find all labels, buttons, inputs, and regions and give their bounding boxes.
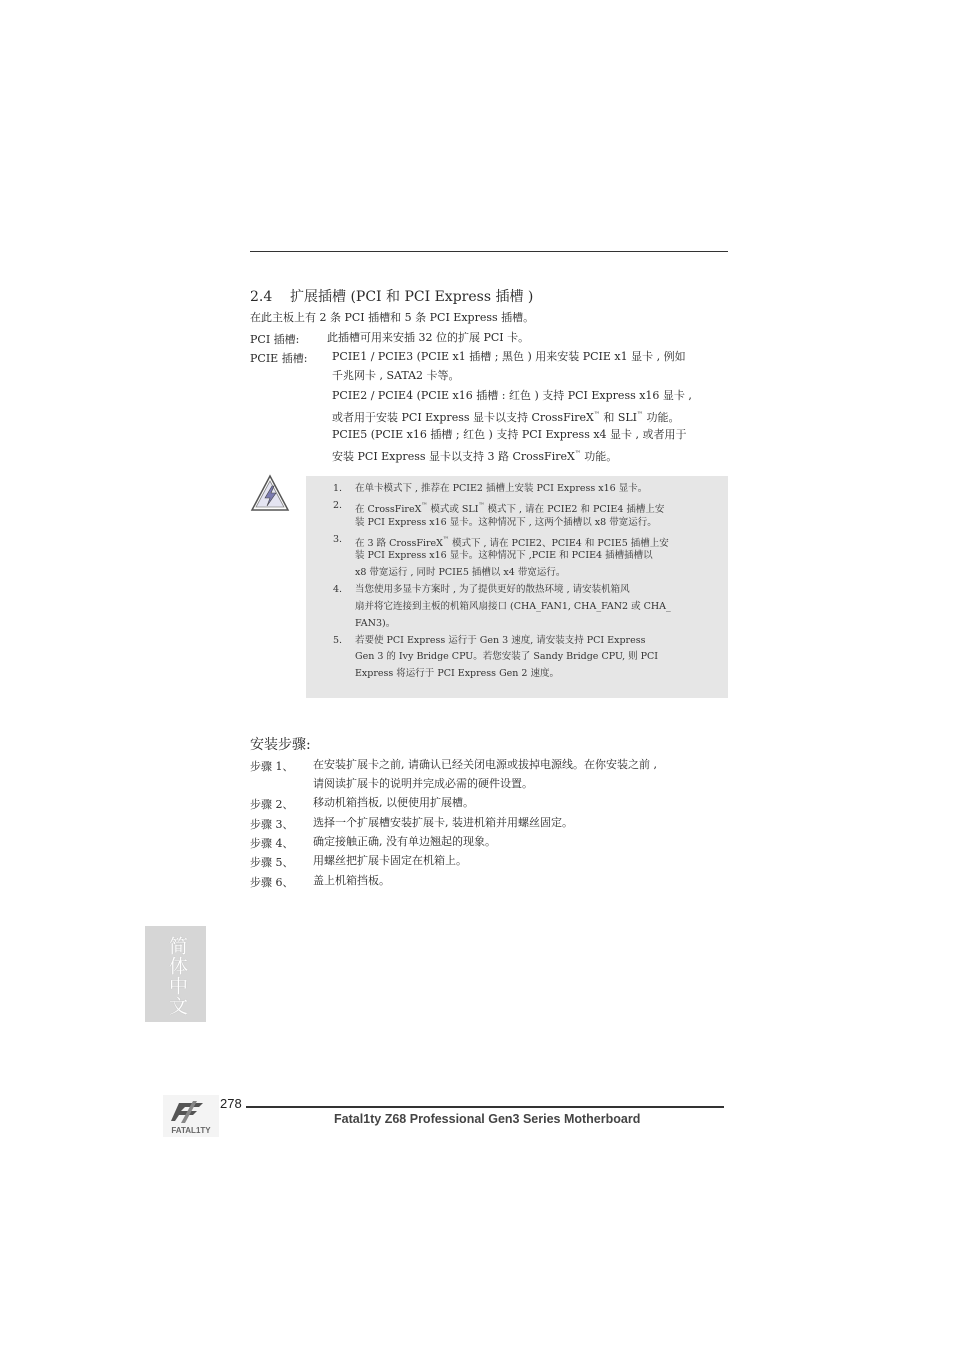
section-heading <box>250 286 533 306</box>
step-3-text: 选择一个扩展槽安装扩展卡, 装进机箱并用螺丝固定。 <box>313 816 573 829</box>
pcie-line-5: PCIE5 (PCIE x16 插槽 ; 红色 ) 支持 PCI Express x4 显卡 , 或者用于 <box>332 428 687 441</box>
note-3-line-3: x8 带宽运行 , 同时 PCIE5 插槽以 x4 带宽运行。 <box>355 567 566 578</box>
section-title: 扩展插槽 (PCI 和 PCI Express 插槽 ) <box>290 289 534 305</box>
step-1-line-1: 在安装扩展卡之前, 请确认已经关闭电源或拔掉电源线。在你安装之前 , <box>313 758 657 771</box>
step-2-label: 步骤 2、 <box>250 798 294 811</box>
pcie-line-4: 或者用于安装 PCI Express 显卡以支持 CrossFireX™ 和 SLI™ 功能。 <box>332 411 680 424</box>
note-3-line-1: 在 3 路 CrossFireX™ 模式下 , 请在 PCIE2、PCIE4 和 PCIE5 插槽上安 <box>355 536 669 549</box>
note-5-line-2: Gen 3 的 Ivy Bridge CPU。若您安装了 Sandy Bridge CPU, 则 PCI <box>355 651 659 662</box>
pci-description: 此插槽可用来安插 32 位的扩展 PCI 卡。 <box>327 331 530 344</box>
note-4-number: 4. <box>333 584 343 595</box>
note-1-line-1: 在单卡模式下 , 推荐在 PCIE2 插槽上安装 PCI Express x16 显卡。 <box>355 483 648 494</box>
pcie-line-1: PCIE1 / PCIE3 (PCIE x1 插槽 ; 黑色 ) 用来安装 PCIE x1 显卡 , 例如 <box>332 350 686 363</box>
note-2-line-2: 装 PCI Express x16 显卡。这种情况下 , 这两个插槽以 x8 带宽运行。 <box>355 517 657 528</box>
step-1-line-2: 请阅读扩展卡的说明并完成必需的硬件设置。 <box>313 777 533 790</box>
warning-icon <box>250 474 290 512</box>
note-3-line-2: 装 PCI Express x16 显卡。这种情况下 ,PCIE 和 PCIE4 插槽插槽以 <box>355 550 653 561</box>
footer-title: Fatal1ty Z68 Professional Gen3 Series Motherboard <box>334 1112 641 1126</box>
note-5-line-1: 若要使 PCI Express 运行于 Gen 3 速度, 请安装支持 PCI Express <box>355 635 646 646</box>
step-6-label: 步骤 6、 <box>250 876 294 889</box>
step-3-label: 步骤 3、 <box>250 818 294 831</box>
svg-text:FATAL1TY: FATAL1TY <box>171 1126 211 1135</box>
pcie-line-2: 千兆网卡 , SATA2 卡等。 <box>332 369 460 382</box>
intro-text: 在此主板上有 2 条 PCI 插槽和 5 条 PCI Express 插槽。 <box>250 311 535 324</box>
pci-label: PCI 插槽: <box>250 333 300 346</box>
fatal1ty-logo <box>163 1095 219 1137</box>
step-2-text: 移动机箱挡板, 以便使用扩展槽。 <box>313 796 474 809</box>
step-1-label: 步骤 1、 <box>250 760 294 773</box>
top-divider <box>250 251 728 252</box>
note-2-line-1: 在 CrossFireX™ 模式或 SLI™ 模式下 , 请在 PCIE2 和 PCIE4 插槽上安 <box>355 502 665 515</box>
language-side-tab <box>145 926 206 1022</box>
note-1-number: 1. <box>333 483 343 494</box>
pcie-line-3: PCIE2 / PCIE4 (PCIE x16 插槽 : 红色 ) 支持 PCI Express x16 显卡 , <box>332 389 692 402</box>
note-4-line-3: FAN3)。 <box>355 618 396 629</box>
step-6-text: 盖上机箱挡板。 <box>313 874 390 887</box>
note-4-line-2: 扇并将它连接到主板的机箱风扇接口 (CHA_FAN1, CHA_FAN2 或 CHA_ <box>355 601 671 612</box>
note-5-number: 5. <box>333 635 343 646</box>
steps-heading: 安装步骤: <box>250 737 311 753</box>
step-5-text: 用螺丝把扩展卡固定在机箱上。 <box>313 854 467 867</box>
step-4-label: 步骤 4、 <box>250 837 294 850</box>
section-number: 2.4 <box>250 289 273 305</box>
pcie-label: PCIE 插槽: <box>250 352 308 365</box>
footer-divider <box>246 1106 724 1108</box>
pcie-line-6: 安装 PCI Express 显卡以支持 3 路 CrossFireX™ 功能。 <box>332 450 618 463</box>
step-5-label: 步骤 5、 <box>250 856 294 869</box>
page-number: 278 <box>220 1096 242 1111</box>
step-4-text: 确定接触正确, 没有单边翘起的现象。 <box>313 835 496 848</box>
note-2-number: 2. <box>333 500 343 511</box>
note-4-line-1: 当您使用多显卡方案时 , 为了提供更好的散热环境 , 请安装机箱风 <box>355 584 630 595</box>
note-5-line-3: Express 将运行于 PCI Express Gen 2 速度。 <box>355 668 559 679</box>
note-3-number: 3. <box>333 534 343 545</box>
language-tab-label: 简体中文 <box>166 936 188 1016</box>
